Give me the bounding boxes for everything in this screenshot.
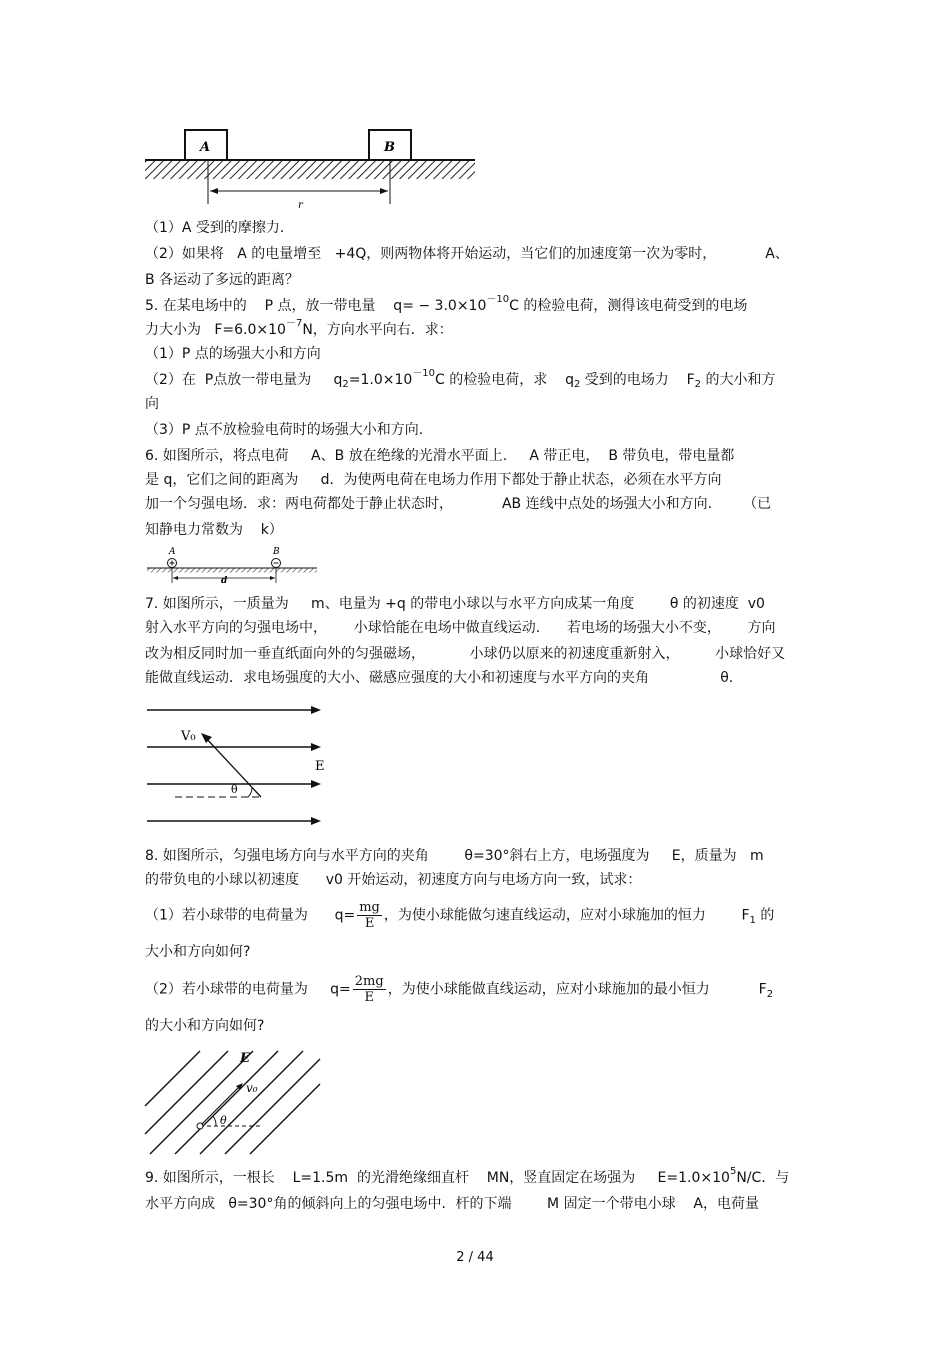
label-v0-2: v₀ [246, 1081, 258, 1095]
q8-line-2: 的带负电的小球以初速度 v0 开始运动，初速度方向与电场方向一致，试求： [145, 872, 642, 888]
q5-sub-4a: 2 [342, 379, 349, 390]
fig-horizontal-field [145, 700, 345, 830]
label-v0: V₀ [181, 729, 196, 744]
q7-line-1: 7. 如图所示，一质量为 m、电量为 +q 的带电小球以与水平方向成某一角度 θ 的初速度 v0 [145, 596, 765, 612]
q8-sub-5: 2 [766, 988, 774, 1000]
q8-sub-3: 1 [749, 914, 756, 926]
q8-text-5a: （2）若小球带的电荷量为 q= [145, 981, 351, 998]
q6-line-4: 知静电力常数为 k） [145, 522, 283, 538]
q5-line-4 [145, 370, 775, 392]
label-r: r [298, 200, 303, 211]
q7-line-2: 射入水平方向的匀强电场中， 小球恰能在电场中做直线运动. 若电场的场强大小不变， 方向 [145, 620, 776, 636]
q5-sub-4b: 2 [573, 379, 581, 390]
q5-text-2b: N，方向水平向右．求： [302, 322, 453, 338]
fraction-2-denominator: E [364, 990, 374, 1005]
q8-text-3c: 的 [755, 907, 775, 924]
q5-text-4e: 的大小和方 [701, 372, 776, 388]
q9-line-2: 水平方向成 θ=30°角的倾斜向上的匀强电场中．杆的下端 M 固定一个带电小球 A，电荷量 [145, 1196, 759, 1212]
q5-exp-2: －7 [285, 318, 303, 329]
ground-hatch [145, 161, 475, 179]
q6-line-1: 6. 如图所示，将点电荷 A、B 放在绝缘的光滑水平面上. A 带正电， B 带负电，带电量都 [145, 448, 735, 464]
q5-line-5: 向 [145, 396, 159, 412]
q5-line-2 [145, 320, 453, 342]
q5-sub-4c: 2 [694, 379, 702, 390]
fraction-mg-over-e [357, 900, 382, 931]
q5-line-1 [145, 296, 747, 318]
fraction-2-numerator: 2mg [354, 974, 384, 989]
label-e: E [315, 759, 325, 774]
q5-text-4c: C 的检验电荷，求 q [435, 372, 574, 388]
q4-line-3: B 各运动了多远的距离？ [145, 272, 300, 288]
label-block-a: A [200, 140, 211, 155]
label-charge-a: A [169, 547, 176, 557]
fraction-1-numerator: mg [359, 900, 380, 915]
q5-text-4d: 受到的电场力 F [580, 372, 695, 388]
label-d: d [221, 576, 228, 584]
label-block-b: B [384, 140, 395, 155]
fig-oblique-field [140, 1046, 330, 1156]
q7-line-4: 能做直线运动．求电场强度的大小、磁感应强度的大小和初速度与水平方向的夹角 θ. [145, 670, 734, 686]
q5-line-3: （1）P 点的场强大小和方向 [145, 346, 321, 362]
q9-text-1a: 9. 如图所示，一根长 L=1.5m 的光滑绝缘细直杆 MN，竖直固定在场强为 E=1.0×10 [145, 1170, 730, 1186]
fig-charges [145, 544, 320, 584]
page-number: 2 / 44 [456, 1250, 494, 1265]
q5-text-1a: 5. 在某电场中的 P 点，放一带电量 q= − 3.0×10 [145, 298, 487, 314]
q8-line-4: 大小和方向如何? [145, 944, 251, 960]
fig-blocks-ab [140, 124, 480, 214]
q8-line-1: 8. 如图所示，匀强电场方向与水平方向的夹角 θ=30°斜右上方，电场强度为 E，质量为 m [145, 848, 764, 864]
q5-exp-1: －10 [486, 294, 510, 305]
q8-line-6: 的大小和方向如何? [145, 1018, 265, 1034]
label-charge-b: B [273, 547, 280, 557]
q5-line-6: （3）P 点不放检验电荷时的场强大小和方向. [145, 422, 424, 438]
fraction-1-denominator: E [364, 916, 375, 931]
q8-text-3a: （1）若小球带的电荷量为 q= [145, 907, 356, 924]
q4-line-2: （2）如果将 A 的电量增至 +4Q，则两物体将开始运动，当它们的加速度第一次为零时， A、 [145, 246, 789, 262]
q5-text-1b: C 的检验电荷，测得该电荷受到的电场 [509, 298, 748, 314]
q8-text-5b: ，为使小球能做直线运动，应对小球施加的最小恒力 F [387, 981, 767, 998]
q7-line-3: 改为相反同时加一垂直纸面向外的匀强磁场， 小球仍以原来的初速度重新射入， 小球恰好又 [145, 646, 786, 662]
q8-line-5 [145, 974, 773, 1004]
q5-text-4b: =1.0×10 [348, 372, 413, 388]
q6-line-3: 加一个匀强电场．求：两电荷都处于静止状态时， AB 连线中点处的场强大小和方向. （已 [145, 496, 772, 512]
q5-text-2a: 力大小为 F=6.0×10 [145, 322, 286, 338]
q8-text-3b: ，为使小球能做匀速直线运动，应对小球施加的恒力 F [383, 907, 750, 924]
q4-line-1: （1）A 受到的摩擦力. [145, 220, 285, 236]
fraction-2mg-over-e [353, 974, 386, 1005]
q9-text-1b: N/C．与 [736, 1170, 790, 1186]
q5-text-4a: （2）在 P点放一带电量为 q [145, 372, 343, 388]
q8-line-3 [145, 900, 774, 930]
q5-exp-4: －10 [412, 368, 436, 379]
q9-exp-1: 5 [729, 1166, 737, 1177]
label-theta-2: θ [220, 1114, 227, 1127]
q9-line-1 [145, 1168, 789, 1190]
label-theta: θ [231, 783, 238, 796]
q6-line-2: 是 q，它们之间的距离为 d．为使两电荷在电场力作用下都处于静止状态，必须在水平方向 [145, 472, 722, 488]
label-e-2: E [240, 1051, 250, 1066]
